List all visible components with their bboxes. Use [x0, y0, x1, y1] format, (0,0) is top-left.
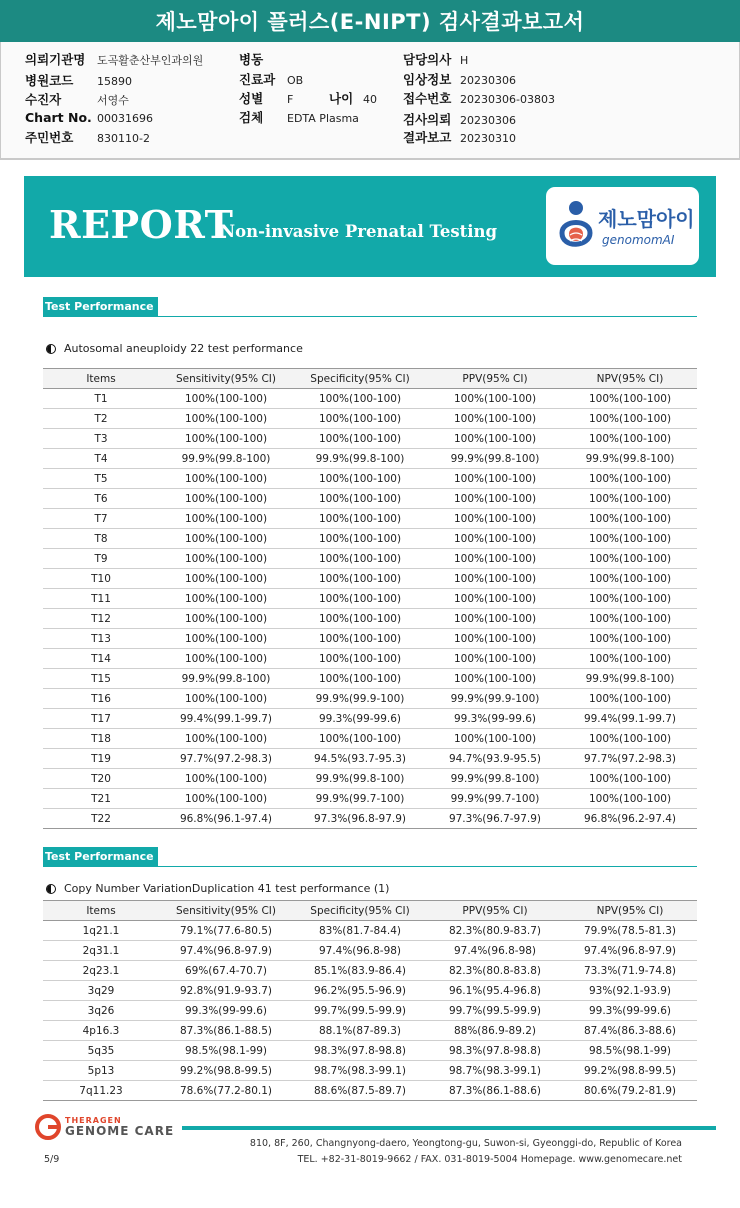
- aneuploidy-item-cell: T10: [43, 569, 159, 589]
- ward-label: 병동: [239, 52, 264, 67]
- table-row: [43, 469, 697, 489]
- aneuploidy-item-cell: T1: [43, 389, 159, 409]
- table-row: [43, 409, 697, 429]
- table-row: [43, 449, 697, 469]
- table-cell: 99.9%(99.8-100): [159, 449, 293, 469]
- table-cell: 100%(100-100): [563, 469, 697, 489]
- table-cell: 100%(100-100): [293, 489, 427, 509]
- table-cell: 100%(100-100): [427, 389, 563, 409]
- table-cell: 99.4%(99.1-99.7): [159, 709, 293, 729]
- specimen-label: 검체: [239, 110, 264, 125]
- chart-no-row: [25, 110, 153, 125]
- examinee-label: 수진자: [25, 92, 62, 107]
- specimen-value: EDTA Plasma: [287, 112, 359, 125]
- aneuploidy-item-cell: T14: [43, 649, 159, 669]
- theragen-logo: [34, 1113, 174, 1141]
- table-cell: 100%(100-100): [293, 649, 427, 669]
- ward-row: [239, 50, 287, 68]
- table-cell: 100%(100-100): [427, 489, 563, 509]
- table-cell: 100%(100-100): [563, 569, 697, 589]
- aneuploidy-item-cell: T5: [43, 469, 159, 489]
- report-row: [403, 128, 516, 146]
- table-cell: 100%(100-100): [427, 569, 563, 589]
- table-row: [43, 549, 697, 569]
- table-cell: 87.3%(86.1-88.6): [427, 1081, 563, 1101]
- receipt-value: 20230306-03803: [460, 93, 555, 106]
- table-cell: 100%(100-100): [159, 789, 293, 809]
- aneuploidy-item-cell: T8: [43, 529, 159, 549]
- column-header: Sensitivity(95% CI): [159, 901, 293, 921]
- table-header-row: [43, 369, 697, 389]
- table-cell: 96.2%(95.5-96.9): [293, 981, 427, 1001]
- table-row: [43, 529, 697, 549]
- table-cell: 100%(100-100): [563, 549, 697, 569]
- cnv-item-cell: 7q11.23: [43, 1081, 159, 1101]
- footer-address: 810, 8F, 260, Changnyong-daero, Yeongtong-gu, Suwon-si, Gyeonggi-do, Republic of Korea: [249, 1138, 682, 1149]
- table-cell: 100%(100-100): [293, 389, 427, 409]
- table-cell: 100%(100-100): [159, 589, 293, 609]
- table-cell: 99.2%(98.8-99.5): [159, 1061, 293, 1081]
- section1-subtitle-text: Autosomal aneuploidy 22 test performance: [64, 342, 303, 355]
- aneuploidy-performance-table: [43, 368, 697, 829]
- table-cell: 100%(100-100): [159, 729, 293, 749]
- table-cell: 98.3%(97.8-98.8): [427, 1041, 563, 1061]
- receipt-row: [403, 89, 555, 107]
- footer-contact: TEL. +82-31-8019-9662 / FAX. 031-8019-5004 Homepage. www.genomecare.net: [297, 1154, 682, 1165]
- table-cell: 87.3%(86.1-88.5): [159, 1021, 293, 1041]
- table-cell: 100%(100-100): [159, 389, 293, 409]
- cnv-item-cell: 5p13: [43, 1061, 159, 1081]
- dept-label: 진료과: [239, 72, 276, 87]
- table-cell: 100%(100-100): [159, 489, 293, 509]
- logo-text-korean: 제노맘아이: [598, 207, 695, 231]
- table-cell: 94.7%(93.9-95.5): [427, 749, 563, 769]
- table-cell: 100%(100-100): [563, 429, 697, 449]
- aneuploidy-item-cell: T7: [43, 509, 159, 529]
- table-cell: 99.9%(99.7-100): [293, 789, 427, 809]
- table-cell: 100%(100-100): [563, 489, 697, 509]
- table-cell: 73.3%(71.9-74.8): [563, 961, 697, 981]
- table-cell: 98.7%(98.3-99.1): [293, 1061, 427, 1081]
- table-cell: 96.1%(95.4-96.8): [427, 981, 563, 1001]
- column-header: Sensitivity(95% CI): [159, 369, 293, 389]
- table-cell: 100%(100-100): [427, 589, 563, 609]
- institution-label: 의뢰기관명: [25, 52, 86, 67]
- aneuploidy-item-cell: T21: [43, 789, 159, 809]
- logo-text-english: genomomAI: [602, 233, 675, 247]
- section1-header: [43, 297, 697, 317]
- chart-no-label: Chart No.: [25, 110, 92, 125]
- aneuploidy-item-cell: T2: [43, 409, 159, 429]
- doctor-value: H: [460, 54, 469, 67]
- resident-no-label: 주민번호: [25, 130, 74, 145]
- table-cell: 99.3%(99-99.6): [427, 709, 563, 729]
- table-cell: 100%(100-100): [563, 689, 697, 709]
- clinical-row: [403, 70, 516, 88]
- column-header: PPV(95% CI): [427, 901, 563, 921]
- table-cell: 82.3%(80.9-83.7): [427, 921, 563, 941]
- table-row: [43, 729, 697, 749]
- table-row: [43, 769, 697, 789]
- column-header: NPV(95% CI): [563, 901, 697, 921]
- page-title: 제노맘아이 플러스(E-NIPT) 검사결과보고서: [0, 0, 740, 42]
- table-cell: 100%(100-100): [159, 529, 293, 549]
- genomom-logo: [546, 187, 699, 265]
- cnv-item-cell: 2q23.1: [43, 961, 159, 981]
- table-cell: 99.9%(99.9-100): [427, 689, 563, 709]
- half-circle-icon: [46, 344, 56, 354]
- table-cell: 98.7%(98.3-99.1): [427, 1061, 563, 1081]
- column-header: Items: [43, 901, 159, 921]
- table-cell: 100%(100-100): [159, 469, 293, 489]
- half-circle-icon: [46, 884, 56, 894]
- column-header: NPV(95% CI): [563, 369, 697, 389]
- institution-value: 도곡활춘산부인과의원: [97, 54, 204, 67]
- table-cell: 99.9%(99.8-100): [563, 449, 697, 469]
- table-cell: 100%(100-100): [563, 789, 697, 809]
- table-cell: 99.3%(99-99.6): [563, 1001, 697, 1021]
- table-cell: 99.3%(99-99.6): [293, 709, 427, 729]
- table-cell: 100%(100-100): [159, 769, 293, 789]
- table-cell: 87.4%(86.3-88.6): [563, 1021, 697, 1041]
- table-header-row: [43, 901, 697, 921]
- table-row: [43, 1081, 697, 1101]
- report-banner: [24, 176, 716, 277]
- cnv-item-cell: 2q31.1: [43, 941, 159, 961]
- hospital-code-row: [25, 71, 132, 89]
- table-cell: 99.7%(99.5-99.9): [427, 1001, 563, 1021]
- table-cell: 97.4%(96.8-97.9): [159, 941, 293, 961]
- section2-header: [43, 847, 697, 867]
- aneuploidy-item-cell: T6: [43, 489, 159, 509]
- table-cell: 99.9%(99.8-100): [563, 669, 697, 689]
- table-cell: 100%(100-100): [427, 409, 563, 429]
- age-value: 40: [363, 93, 377, 106]
- table-row: [43, 961, 697, 981]
- table-cell: 100%(100-100): [427, 469, 563, 489]
- table-cell: 97.4%(96.8-97.9): [563, 941, 697, 961]
- column-header: Specificity(95% CI): [293, 901, 427, 921]
- cnv-item-cell: 4p16.3: [43, 1021, 159, 1041]
- aneuploidy-item-cell: T20: [43, 769, 159, 789]
- aneuploidy-item-cell: T17: [43, 709, 159, 729]
- request-label: 검사의뢰: [403, 112, 452, 127]
- logo-genomecare-text: GENOME CARE: [65, 1124, 175, 1138]
- table-cell: 99.3%(99-99.6): [159, 1001, 293, 1021]
- cnv-item-cell: 5q35: [43, 1041, 159, 1061]
- table-cell: 100%(100-100): [159, 429, 293, 449]
- section1-subtitle: [46, 342, 303, 355]
- hospital-code-label: 병원코드: [25, 73, 74, 88]
- table-cell: 100%(100-100): [293, 549, 427, 569]
- table-cell: 93%(92.1-93.9): [563, 981, 697, 1001]
- table-cell: 100%(100-100): [293, 589, 427, 609]
- table-cell: 99.9%(99.8-100): [159, 669, 293, 689]
- table-row: [43, 629, 697, 649]
- sex-row: [239, 89, 377, 107]
- table-row: [43, 709, 697, 729]
- table-row: [43, 669, 697, 689]
- cnv-performance-table: [43, 900, 697, 1101]
- aneuploidy-item-cell: T18: [43, 729, 159, 749]
- table-row: [43, 489, 697, 509]
- table-cell: 100%(100-100): [563, 729, 697, 749]
- table-cell: 100%(100-100): [563, 629, 697, 649]
- cnv-item-cell: 3q26: [43, 1001, 159, 1021]
- table-cell: 99.4%(99.1-99.7): [563, 709, 697, 729]
- table-cell: 82.3%(80.8-83.8): [427, 961, 563, 981]
- table-cell: 100%(100-100): [563, 649, 697, 669]
- column-header: Items: [43, 369, 159, 389]
- column-header: PPV(95% CI): [427, 369, 563, 389]
- patient-info-panel: [0, 42, 740, 160]
- aneuploidy-item-cell: T3: [43, 429, 159, 449]
- table-row: [43, 941, 697, 961]
- request-value: 20230306: [460, 114, 516, 127]
- receipt-label: 접수번호: [403, 91, 452, 106]
- table-cell: 98.5%(98.1-99): [159, 1041, 293, 1061]
- table-cell: 100%(100-100): [159, 509, 293, 529]
- table-cell: 97.4%(96.8-98): [427, 941, 563, 961]
- dept-value: OB: [287, 74, 304, 87]
- aneuploidy-item-cell: T16: [43, 689, 159, 709]
- table-cell: 100%(100-100): [159, 569, 293, 589]
- table-cell: 100%(100-100): [563, 509, 697, 529]
- table-cell: 99.9%(99.8-100): [427, 449, 563, 469]
- table-cell: 88.6%(87.5-89.7): [293, 1081, 427, 1101]
- hospital-code-value: 15890: [97, 75, 132, 88]
- sex-label: 성별: [239, 91, 264, 106]
- table-row: [43, 689, 697, 709]
- theragen-g-icon: [34, 1113, 62, 1141]
- table-cell: 100%(100-100): [159, 689, 293, 709]
- table-cell: 100%(100-100): [293, 629, 427, 649]
- logo-theragen-text: THERAGEN: [65, 1116, 122, 1125]
- table-cell: 97.7%(97.2-98.3): [563, 749, 697, 769]
- table-cell: 98.3%(97.8-98.8): [293, 1041, 427, 1061]
- cnv-item-cell: 3q29: [43, 981, 159, 1001]
- resident-no-value: 830110-2: [97, 132, 150, 145]
- table-cell: 100%(100-100): [293, 529, 427, 549]
- table-row: [43, 809, 697, 829]
- table-row: [43, 589, 697, 609]
- footer-divider: [182, 1126, 716, 1130]
- dept-row: [239, 70, 303, 88]
- table-cell: 88.1%(87-89.3): [293, 1021, 427, 1041]
- report-value: 20230310: [460, 132, 516, 145]
- table-cell: 100%(100-100): [293, 609, 427, 629]
- table-cell: 100%(100-100): [563, 769, 697, 789]
- table-cell: 97.3%(96.7-97.9): [427, 809, 563, 829]
- clinical-value: 20230306: [460, 74, 516, 87]
- table-row: [43, 981, 697, 1001]
- table-cell: 97.7%(97.2-98.3): [159, 749, 293, 769]
- table-cell: 100%(100-100): [293, 509, 427, 529]
- table-cell: 100%(100-100): [293, 429, 427, 449]
- table-cell: 99.2%(98.8-99.5): [563, 1061, 697, 1081]
- table-cell: 100%(100-100): [563, 589, 697, 609]
- table-cell: 100%(100-100): [159, 649, 293, 669]
- table-cell: 100%(100-100): [159, 629, 293, 649]
- table-cell: 97.4%(96.8-98): [293, 941, 427, 961]
- table-cell: 96.8%(96.1-97.4): [159, 809, 293, 829]
- aneuploidy-item-cell: T15: [43, 669, 159, 689]
- table-cell: 100%(100-100): [427, 609, 563, 629]
- aneuploidy-item-cell: T4: [43, 449, 159, 469]
- clinical-label: 임상정보: [403, 72, 452, 87]
- table-cell: 100%(100-100): [293, 409, 427, 429]
- table-cell: 69%(67.4-70.7): [159, 961, 293, 981]
- table-row: [43, 609, 697, 629]
- table-cell: 99.9%(99.7-100): [427, 789, 563, 809]
- table-row: [43, 921, 697, 941]
- sex-value: F: [287, 93, 294, 106]
- table-cell: 78.6%(77.2-80.1): [159, 1081, 293, 1101]
- table-cell: 100%(100-100): [159, 409, 293, 429]
- aneuploidy-item-cell: T13: [43, 629, 159, 649]
- doctor-label: 담당의사: [403, 52, 452, 67]
- report-subheading: Non-invasive Prenatal Testing: [220, 222, 498, 241]
- table-row: [43, 649, 697, 669]
- table-cell: 100%(100-100): [159, 609, 293, 629]
- table-cell: 100%(100-100): [293, 469, 427, 489]
- age-label: 나이: [329, 91, 354, 106]
- table-cell: 92.8%(91.9-93.7): [159, 981, 293, 1001]
- table-row: [43, 1021, 697, 1041]
- table-cell: 99.9%(99.8-100): [293, 769, 427, 789]
- table-cell: 100%(100-100): [427, 729, 563, 749]
- aneuploidy-item-cell: T12: [43, 609, 159, 629]
- column-header: Specificity(95% CI): [293, 369, 427, 389]
- table-row: [43, 1061, 697, 1081]
- table-cell: 100%(100-100): [427, 649, 563, 669]
- table-cell: 100%(100-100): [427, 669, 563, 689]
- table-cell: 79.1%(77.6-80.5): [159, 921, 293, 941]
- table-cell: 100%(100-100): [427, 629, 563, 649]
- examinee-value: 서영수: [97, 94, 129, 107]
- table-cell: 100%(100-100): [563, 389, 697, 409]
- table-cell: 99.9%(99.9-100): [293, 689, 427, 709]
- table-row: [43, 389, 697, 409]
- page-number: 5/9: [44, 1154, 60, 1165]
- table-cell: 100%(100-100): [293, 729, 427, 749]
- table-cell: 100%(100-100): [427, 549, 563, 569]
- table-cell: 100%(100-100): [563, 609, 697, 629]
- table-cell: 100%(100-100): [427, 509, 563, 529]
- table-cell: 100%(100-100): [427, 429, 563, 449]
- table-row: [43, 749, 697, 769]
- table-cell: 83%(81.7-84.4): [293, 921, 427, 941]
- aneuploidy-item-cell: T11: [43, 589, 159, 609]
- table-cell: 100%(100-100): [293, 669, 427, 689]
- resident-no-row: [25, 128, 150, 146]
- table-cell: 96.8%(96.2-97.4): [563, 809, 697, 829]
- table-cell: 100%(100-100): [293, 569, 427, 589]
- cnv-item-cell: 1q21.1: [43, 921, 159, 941]
- genomom-mother-icon: [556, 199, 596, 255]
- report-label: 결과보고: [403, 130, 452, 145]
- table-row: [43, 1001, 697, 1021]
- table-cell: 100%(100-100): [563, 409, 697, 429]
- table-row: [43, 569, 697, 589]
- request-row: [403, 110, 516, 128]
- section2-subtitle: [46, 882, 389, 895]
- table-row: [43, 789, 697, 809]
- aneuploidy-item-cell: T19: [43, 749, 159, 769]
- table-cell: 100%(100-100): [159, 549, 293, 569]
- section2-tag: Test Performance: [43, 847, 158, 867]
- section1-tag: Test Performance: [43, 297, 158, 317]
- table-cell: 85.1%(83.9-86.4): [293, 961, 427, 981]
- table-cell: 100%(100-100): [427, 529, 563, 549]
- examinee-row: [25, 90, 129, 108]
- chart-no-value: 00031696: [97, 112, 153, 125]
- table-row: [43, 1041, 697, 1061]
- report-heading: REPORT: [49, 202, 234, 247]
- table-cell: 88%(86.9-89.2): [427, 1021, 563, 1041]
- table-cell: 94.5%(93.7-95.3): [293, 749, 427, 769]
- aneuploidy-item-cell: T22: [43, 809, 159, 829]
- table-cell: 99.9%(99.8-100): [293, 449, 427, 469]
- institution-row: [25, 50, 203, 68]
- table-cell: 97.3%(96.8-97.9): [293, 809, 427, 829]
- section2-subtitle-text: Copy Number VariationDuplication 41 test performance (1): [64, 882, 390, 895]
- specimen-row: [239, 108, 359, 126]
- table-cell: 100%(100-100): [563, 529, 697, 549]
- doctor-row: [403, 50, 468, 68]
- aneuploidy-item-cell: T9: [43, 549, 159, 569]
- table-cell: 99.7%(99.5-99.9): [293, 1001, 427, 1021]
- table-cell: 98.5%(98.1-99): [563, 1041, 697, 1061]
- table-cell: 99.9%(99.8-100): [427, 769, 563, 789]
- table-cell: 79.9%(78.5-81.3): [563, 921, 697, 941]
- table-cell: 80.6%(79.2-81.9): [563, 1081, 697, 1101]
- table-row: [43, 509, 697, 529]
- table-row: [43, 429, 697, 449]
